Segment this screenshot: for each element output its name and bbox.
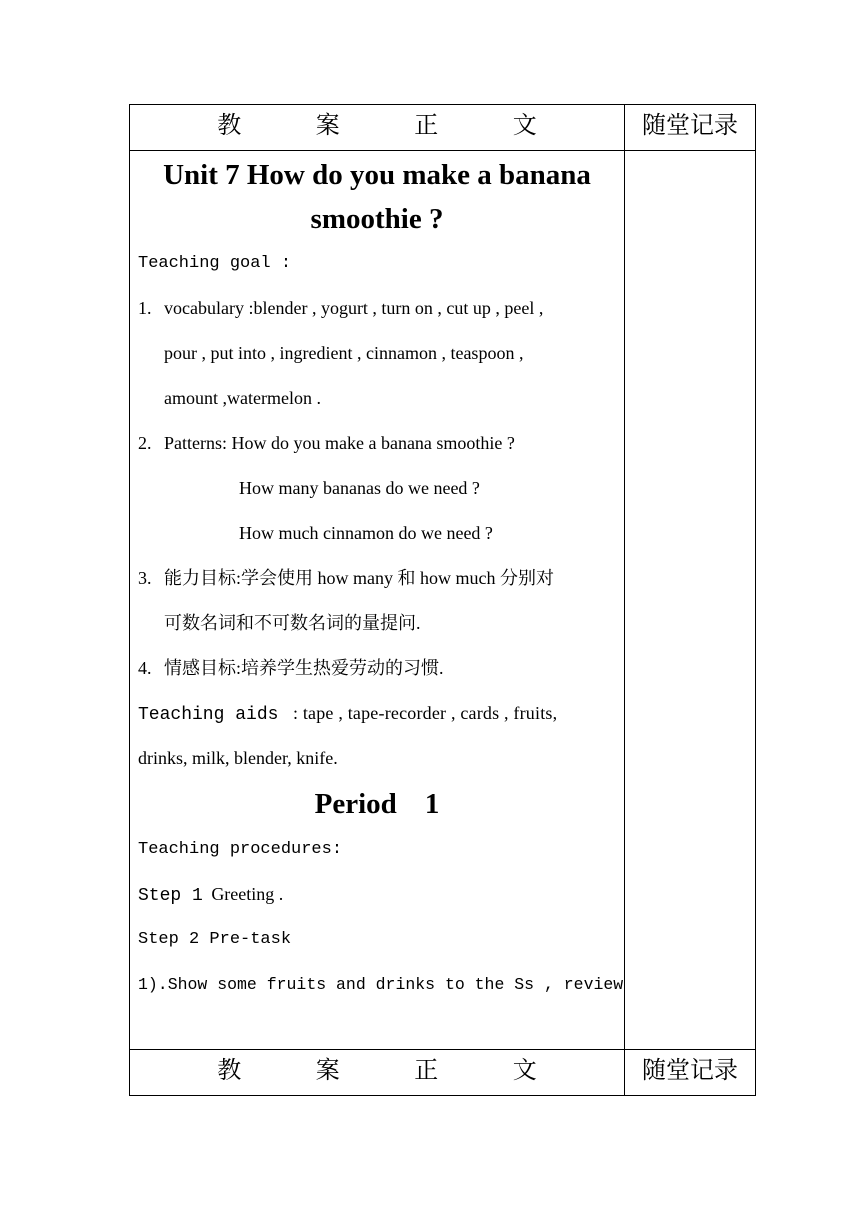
pattern-line: Patterns: How do you make a banana smoothie ? (164, 433, 515, 453)
footer-header-notes: 随堂记录 (625, 1050, 756, 1096)
header-char-3: 正 (414, 111, 439, 139)
step-2-item-1: 1).Show some fruits and drinks to the Ss , review (138, 975, 624, 994)
goal-item-number: 3. (138, 568, 152, 588)
goal-item-line: 能力目标:学会使用 how many 和 how much 分别对 (164, 568, 554, 588)
step-1-label: Step 1 (138, 886, 203, 906)
header-main (130, 105, 624, 140)
header-char-3: 正 (414, 1056, 439, 1084)
teaching-aids (138, 691, 616, 736)
pattern-line: How much cinnamon do we need ? (239, 523, 493, 543)
lesson-plan-table (129, 104, 756, 1096)
step-2: Step 2 Pre-task (138, 930, 292, 949)
header-main-cell (130, 105, 625, 151)
teaching-goal-label: Teaching goal : (138, 254, 292, 273)
title-line-2: smoothie ? (310, 203, 444, 235)
goal-item-line: pour , put into , ingredient , cinnamon , teaspoon , (164, 343, 524, 363)
goal-item-number: 2. (138, 433, 152, 453)
goal-item-line: amount ,watermelon . (164, 388, 321, 408)
notes-cell (625, 151, 756, 1050)
teaching-aids-label: Teaching aids (138, 705, 279, 725)
goal-item-line: vocabulary :blender , yogurt , turn on , cut up , peel , (164, 298, 544, 318)
body-row (130, 151, 756, 1050)
header-char-2: 案 (315, 111, 340, 139)
goal-item-4 (138, 646, 616, 691)
step-1-text: Greeting . (211, 884, 284, 904)
goal-item-line: 情感目标:培养学生热爱劳动的习惯. (164, 658, 444, 678)
goal-item-2 (138, 421, 616, 556)
teaching-aids-continued: drinks, milk, blender, knife. (138, 748, 338, 768)
goal-item-number: 4. (138, 658, 152, 678)
goal-item-line: 可数名词和不可数名词的量提问. (164, 613, 421, 633)
lesson-title (138, 151, 616, 241)
footer-header-main (130, 1050, 624, 1085)
period-number: 1 (424, 788, 440, 820)
footer-main-cell (130, 1050, 625, 1096)
goal-item-1 (138, 286, 616, 421)
content-cell (130, 151, 625, 1050)
procedures-label: Teaching procedures: (138, 840, 343, 859)
teaching-aids-list: : tape , tape-recorder , cards , fruits, (292, 703, 558, 723)
period-word: Period (314, 788, 397, 820)
header-row (130, 105, 756, 151)
period-heading (138, 781, 616, 827)
step-1 (138, 872, 616, 917)
header-char-1: 教 (217, 111, 242, 139)
goal-item-3 (138, 556, 616, 646)
header-char-4: 文 (512, 111, 537, 139)
header-notes: 随堂记录 (625, 105, 756, 151)
header-char-4: 文 (512, 1056, 537, 1084)
pattern-line: How many bananas do we need ? (239, 478, 480, 498)
title-line-1: Unit 7 How do you make a banana (163, 159, 591, 191)
header-char-1: 教 (217, 1056, 242, 1084)
goal-item-number: 1. (138, 298, 152, 318)
footer-header-row (130, 1050, 756, 1096)
header-char-2: 案 (315, 1056, 340, 1084)
